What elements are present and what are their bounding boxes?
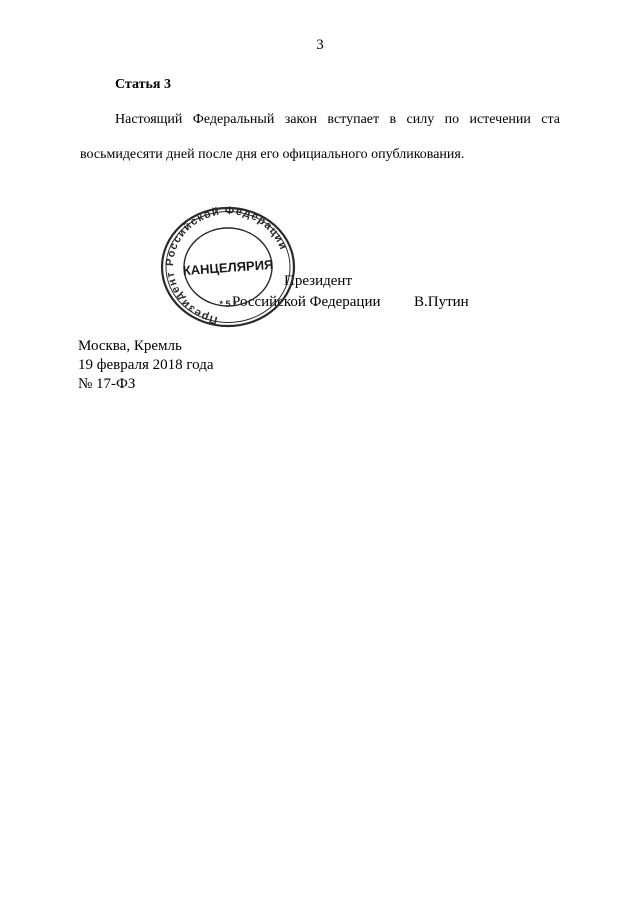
seal-outer-text: Президент Российской Федерации — [164, 206, 290, 326]
official-seal-stamp — [160, 206, 296, 328]
article-heading: Статья 3 — [115, 77, 171, 92]
footer-place: Москва, Кремль — [78, 338, 182, 354]
seal-center-text: КАНЦЕЛЯРИЯ — [182, 256, 274, 279]
signature-country: Российской Федерации — [232, 294, 381, 310]
footer-date: 19 февраля 2018 года — [78, 357, 214, 373]
page-number: 3 — [316, 37, 324, 53]
article-text-line-1: Настоящий Федеральный закон вступает в силу по истечении ста — [115, 112, 560, 127]
signature-title: Президент — [284, 273, 352, 289]
signature-name: В.Путин — [414, 294, 469, 310]
article-text-line-2: восьмидесяти дней после дня его официального опубликования. — [80, 147, 465, 162]
footer-number: № 17-ФЗ — [78, 376, 136, 392]
seal-bottom-text: * 5 * — [219, 299, 237, 309]
